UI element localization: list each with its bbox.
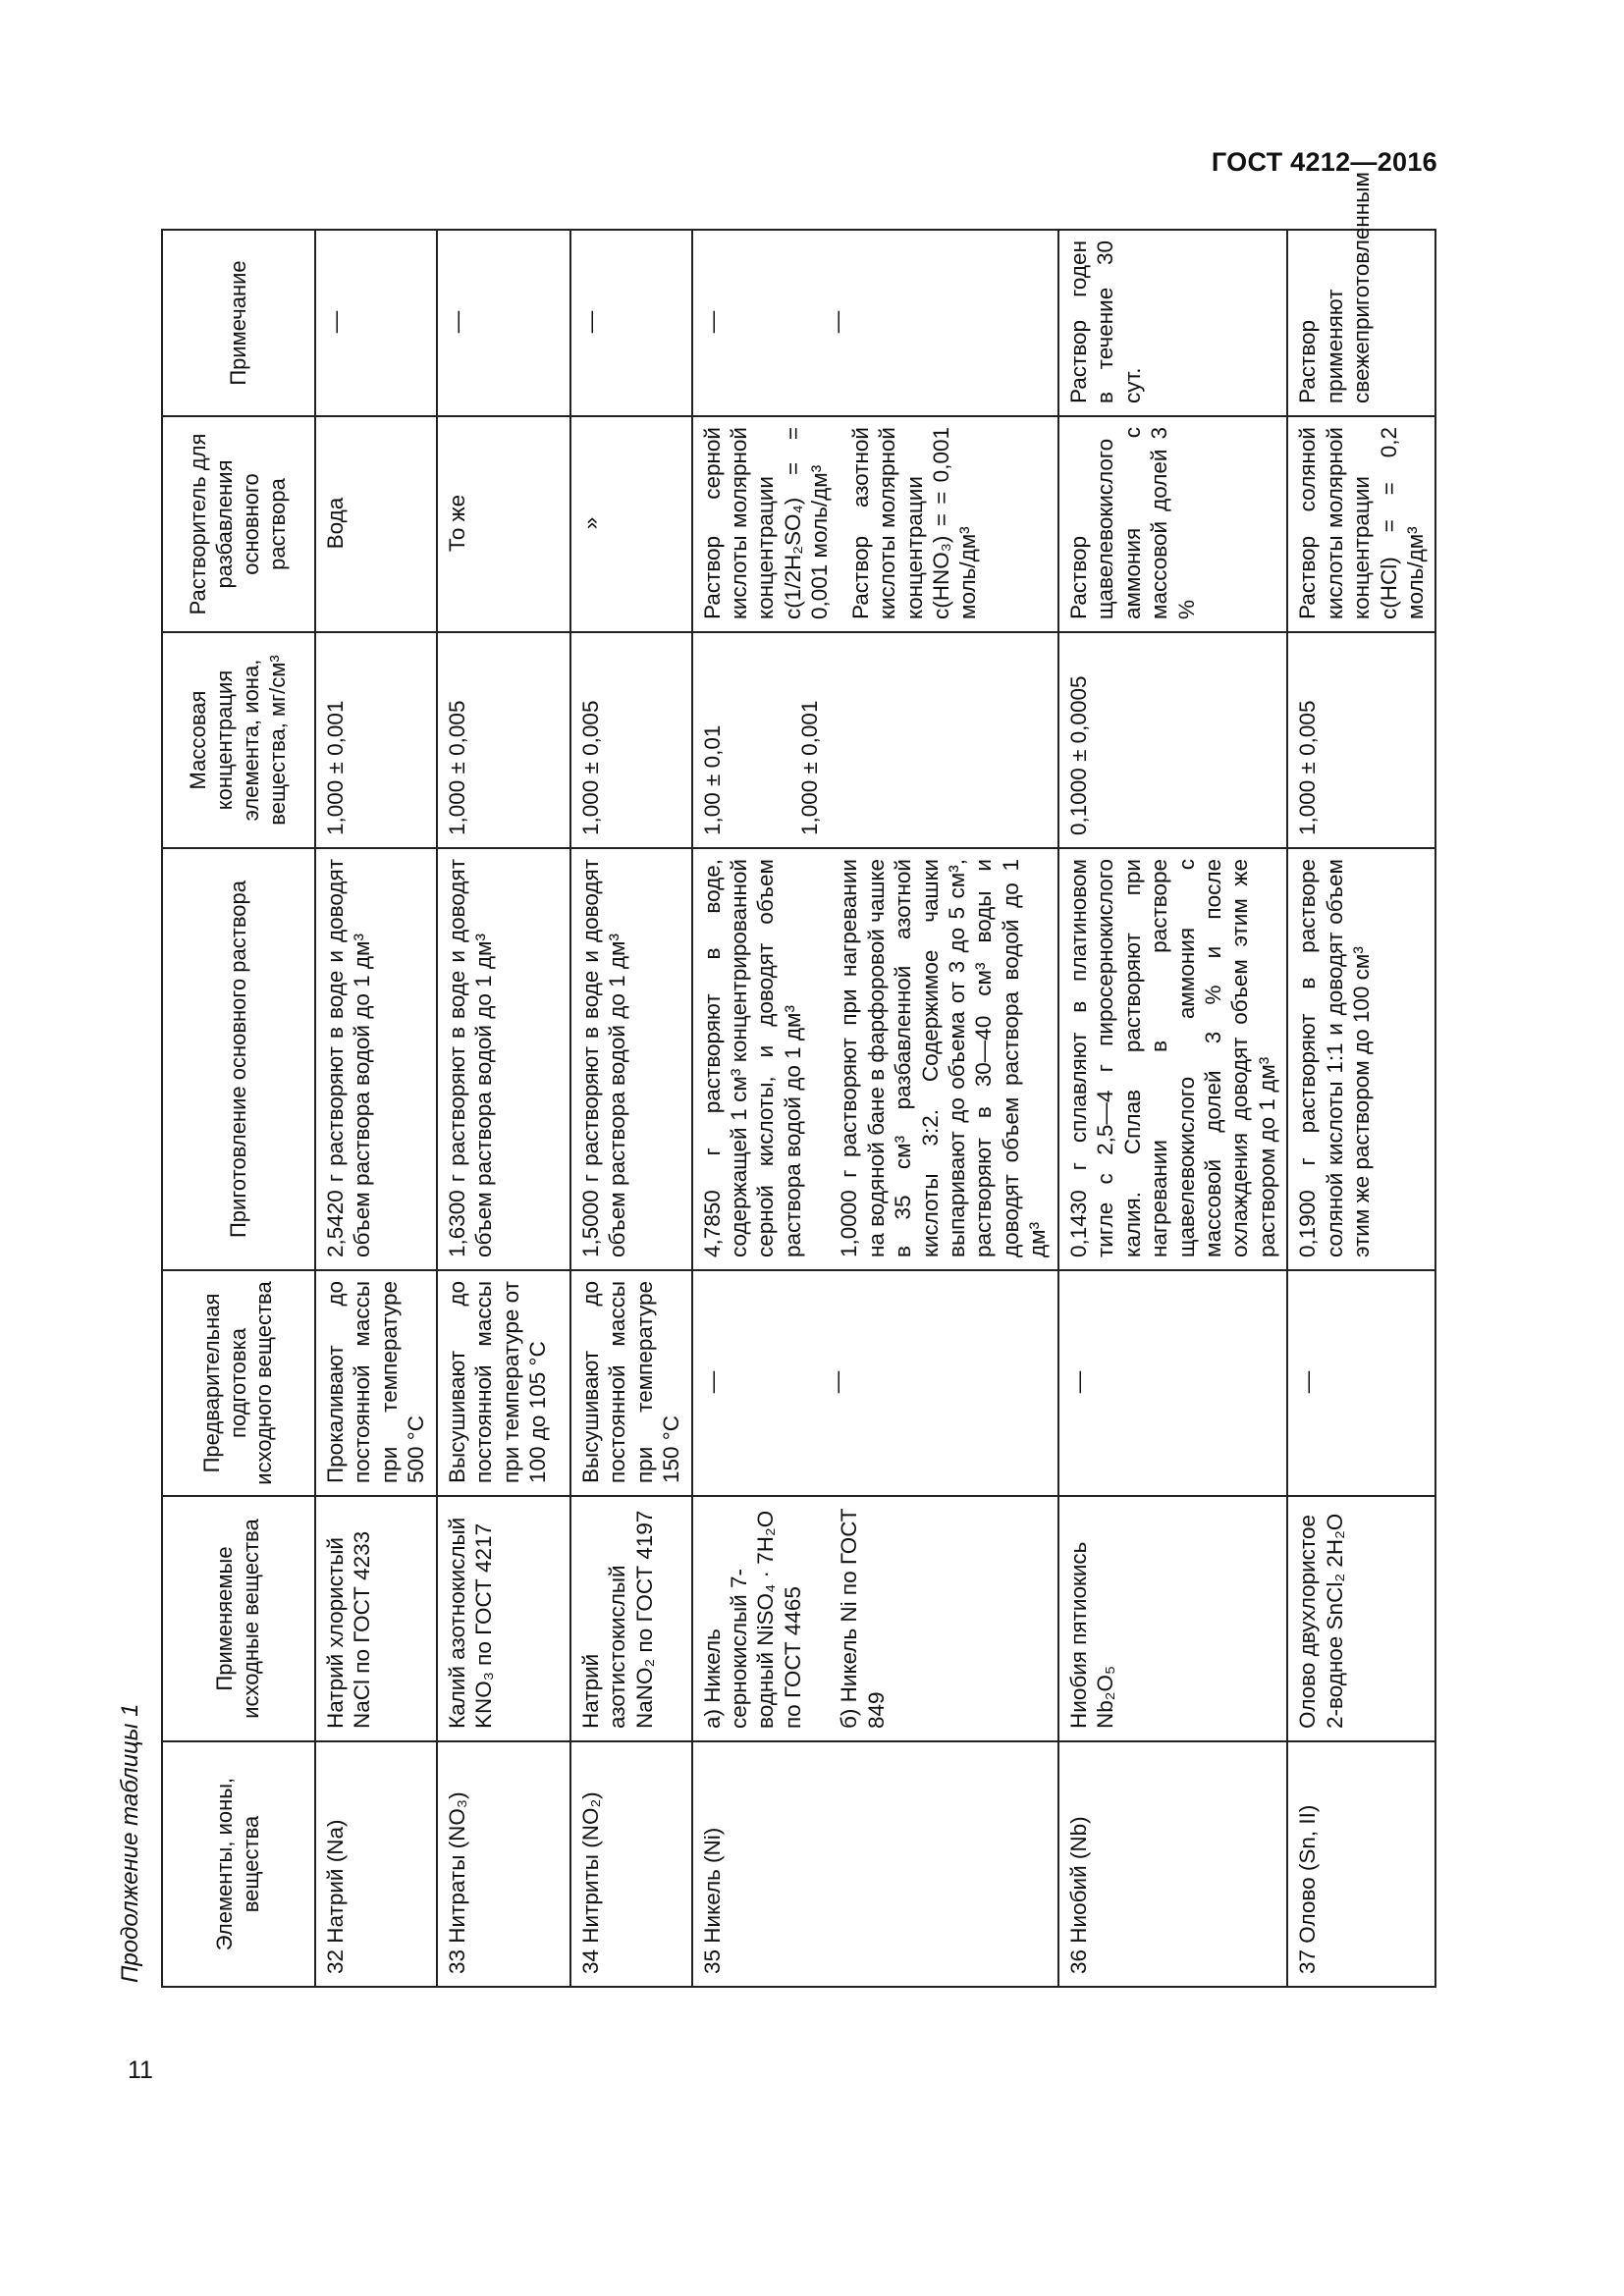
column-header-element: Элементы, ионы, вещества (162, 1741, 315, 1987)
document-id: ГОСТ 4212—2016 (1211, 147, 1437, 177)
column-header-note: Примечание (162, 230, 315, 416)
table-row (1058, 230, 1288, 1987)
cell-solvent: Раствор щавелевокислого аммония с массовой долей 3 % (1058, 416, 1288, 632)
table-row (1287, 230, 1435, 1987)
column-header-solvent: Растворитель для разбавления основного раствора (162, 416, 315, 632)
column-header-substance: Применяемые исходные вещества (162, 1496, 315, 1741)
pretreatment-variant-a: — (699, 1370, 725, 1394)
substance-variant-a: а) Никель сернокислый 7-водный NiSO₄ · 7H₂O по ГОСТ 4465 (699, 1510, 805, 1729)
reagents-table (161, 172, 1436, 1988)
cell-substance (692, 1496, 1058, 1741)
page-number: 11 (128, 2056, 153, 2084)
cell-substance: Натрий хлористый NaCl по ГОСТ 4233 (315, 1496, 437, 1741)
cell-note: — (315, 230, 437, 416)
preparation-variant-b: 1,0000 г растворяют при нагревании на водяной бане в фарфоровой чашке в 35 см³ разбавленной азотной кислоты 3:2. Содержимое чашки выпаривают до объема от 3 до 5 см³, растворяют в 30—40 см³ воды и доводят объем раствора водой до 1 дм³ (837, 859, 1051, 1257)
cell-preparation (692, 848, 1058, 1270)
column-header-pretreatment: Предварительная подготовка исходного вещества (162, 1270, 315, 1496)
cell-concentration (692, 632, 1058, 848)
cell-preparation: 2,5420 г растворяют в воде и доводят объем раствора водой до 1 дм³ (315, 848, 437, 1270)
cell-pretreatment (692, 1270, 1058, 1496)
cell-substance: Калий азотнокислый KNO₃ по ГОСТ 4217 (437, 1496, 570, 1741)
table-row (570, 230, 692, 1987)
note-variant-b: — (824, 310, 849, 334)
cell-element: 37 Олово (Sn, II) (1287, 1741, 1435, 1987)
cell-element: 36 Ниобий (Nb) (1058, 1741, 1288, 1987)
cell-solvent: То же (437, 416, 570, 632)
cell-pretreatment: Прокаливают до постоянной массы при температуре 500 °С (315, 1270, 437, 1496)
cell-note: Раствор годен в течение 30 сут. (1058, 230, 1288, 416)
column-header-concentration: Массовая концентрация элемента, иона, вещества, мг/см³ (162, 632, 315, 848)
cell-concentration: 1,000 ± 0,005 (1287, 632, 1435, 848)
substance-variant-b: б) Никель Ni по ГОСТ 849 (837, 1508, 889, 1729)
cell-preparation: 0,1430 г сплавляют в платиновом тигле с 2,5—4 г пиросернокислого калия. Сплав растворяют при нагревании в растворе щавелевокислого аммония с массовой долей 3 % и после охлаждения доводят объем этим же раствором до 1 дм³ (1058, 848, 1288, 1270)
cell-note (692, 230, 1058, 416)
preparation-variant-a: 4,7850 г растворяют в воде, содержащей 1 см³ концентрированной серной кислоты, и доводят объем раствора водой до 1 дм³ (699, 859, 805, 1257)
table-caption: Продолжение таблицы 1 (117, 1703, 143, 1983)
cell-element: 32 Натрий (Na) (315, 1741, 437, 1987)
cell-preparation: 0,1900 г растворяют в растворе соляной кислоты 1:1 и доводят объем этим же раствором до 100 см³ (1287, 848, 1435, 1270)
cell-solvent: Раствор соляной кислоты молярной концентрации c(HCl) = = 0,2 моль/дм³ (1287, 416, 1435, 632)
cell-pretreatment: Высушивают до постоянной массы при температуре 150 °С (570, 1270, 692, 1496)
cell-element: 34 Нитриты (NO₂) (570, 1741, 692, 1987)
solvent-variant-b: Раствор азотной кислоты молярной концентрации c(HNO₃) = = 0,001 моль/дм³ (847, 427, 981, 619)
column-header-preparation: Приготовление основного раствора (162, 848, 315, 1270)
cell-pretreatment: — (1287, 1270, 1435, 1496)
pretreatment-variant-b: — (824, 1370, 849, 1394)
concentration-variant-b: 1,000 ± 0,001 (796, 700, 822, 835)
cell-concentration: 1,000 ± 0,001 (315, 632, 437, 848)
table-header-row (162, 230, 315, 1987)
cell-concentration: 1,000 ± 0,005 (570, 632, 692, 848)
cell-note: — (570, 230, 692, 416)
cell-solvent (692, 416, 1058, 632)
note-variant-a: — (699, 310, 725, 334)
concentration-variant-a: 1,00 ± 0,01 (699, 724, 725, 835)
cell-pretreatment: Высушивают до постоянной массы при температуре от 100 до 105 °С (437, 1270, 570, 1496)
cell-substance: Олово двухлористое 2-водное SnCl₂ 2H₂O (1287, 1496, 1435, 1741)
cell-pretreatment: — (1058, 1270, 1288, 1496)
cell-concentration: 1,000 ± 0,005 (437, 632, 570, 848)
cell-substance: Натрий азотистокислый NaNO₂ по ГОСТ 4197 (570, 1496, 692, 1741)
cell-concentration: 0,1000 ± 0,0005 (1058, 632, 1288, 848)
cell-substance: Ниобия пятиокись Nb₂O₅ (1058, 1496, 1288, 1741)
table-row (692, 230, 1058, 1987)
cell-preparation: 1,6300 г растворяют в воде и доводят объем раствора водой до 1 дм³ (437, 848, 570, 1270)
cell-element: 33 Нитраты (NO₃) (437, 1741, 570, 1987)
cell-solvent: Вода (315, 416, 437, 632)
cell-preparation: 1,5000 г растворяют в воде и доводят объем раствора водой до 1 дм³ (570, 848, 692, 1270)
solvent-variant-a: Раствор серной кислоты молярной концентрации c(1/2H₂SO₄) = = 0,001 моль/дм³ (699, 427, 833, 619)
cell-note: — (437, 230, 570, 416)
table-row (437, 230, 570, 1987)
rotated-table-region (106, 172, 1441, 1988)
cell-element: 35 Никель (Ni) (692, 1741, 1058, 1987)
cell-solvent: » (570, 416, 692, 632)
table-row (315, 230, 437, 1987)
cell-note: Раствор применяют свежеприготовленным (1287, 230, 1435, 416)
